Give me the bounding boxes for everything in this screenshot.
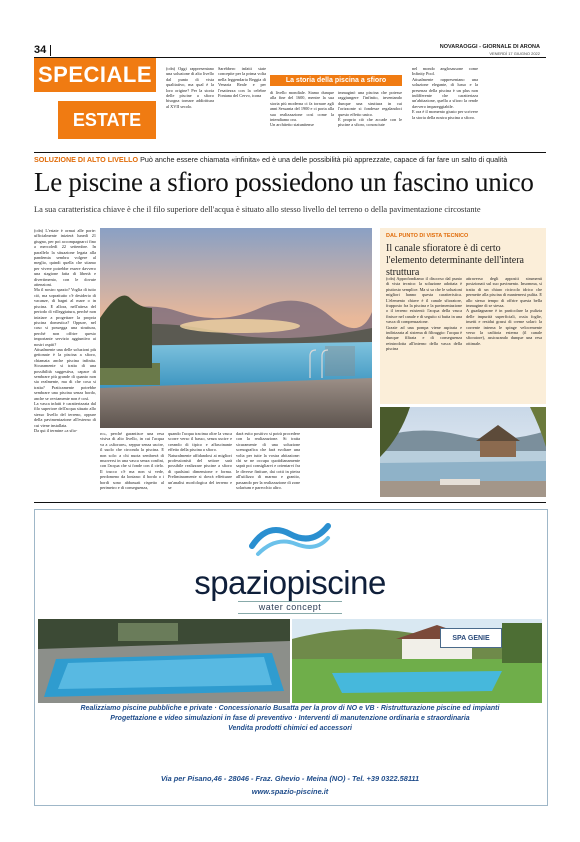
- ad-website-link[interactable]: www.spazio-piscine.it: [251, 787, 329, 796]
- tech-column-1: (cdn) Approfondiamo il discorso dal punto di vista tecnico: la soluzione adottata è piuttosto semplice. Ma si sa che le soluzioni migliori hanno questa caratteristica. L'elemento chiave è il canale sfioratore, frapposto fra la piscina e la pavimentazione o il terreno esistenti: l'acqua della vasca finisce nel canale e di seguito si butta in una vasca di compensazione. Grazie ad una pompa viene aspirata e indirizzata al sistema di filtraggio: l'acqua è dunque filtrata e di conseguenza reintrodotta all'interno della vasca della piscina: [386, 276, 462, 352]
- ad-tagline: water concept: [238, 601, 342, 614]
- article-column-2: ro», perché garantisce una resa visiva di alto livello, in cui l'acqua va a «sfiorare», seppur senza uscire, il suolo che circonda la piscina. E non solo: a chi nuota sembrerà di muoversi in una vasca senza confini, con l'acqua che si fonde con il cielo. Il trucco c'è ma non si vede, perdomeno da lontano: il bordo o i bordi sono abbassati rispetto al perimetro e di conseguenza,: [100, 431, 164, 491]
- article-column-1: (cdn) L'estate è ormai alle porte: ufficialmente inizierà lunedì 21 giugno, per poi accompagnarci fino a mercoledì 22 settembre. In parallelo la situazione legata alla pandemia sembra volgere al meglio, quindi quella che stiamo per vivere potrebbe essere davvero una stagione fatta di libertà e divertimento, con le dovute attenzioni. Ma il nostro spazio? Voglia di tutto ciò, ma soprattutto c'è desiderio di vacanze, di bagni al mare o in piscina. E allora, nell'attesa del periodo di villeggiatura, perché non iniziare a progettare la propria piscina domestica? Oppure, nel caso si possegga una struttura, perché non offrire questo importante servizio aggiuntivo ai nostri ospiti? Attualmente una delle soluzioni più gettonate è la piscina a sfioro, chiamata anche piscina infinita. Sicuramente si tratta di una possibilità suggestiva, capace di sembrare più grande di quanto non sia realmente, ma di che cosa si tratta? Praticamente potrebbe sembrare una piscina senza bordo, anche se ovviamente non è così. La vasca infatti è caratterizzata dal filo superiore dell'acqua situato allo stesso livello del terreno, oppure della pavimentazione all'esterno di cui viene installata. Da qui il termine «a sfio-: [34, 228, 96, 434]
- page-number: 34: [34, 44, 47, 56]
- lake-pool-photo: [380, 407, 546, 497]
- ad-brand-name: spaziopiscine: [194, 564, 386, 601]
- ad-service-line-2: Progettazione e video simulazioni in fase di preventivo · Interventi di manutenzione ordinaria e straordinaria: [110, 715, 470, 722]
- ad-villa-pool-photo: [292, 619, 542, 703]
- teaser-column-5: nel mondo anglosassone come Infinity Pool. Attualmente rappresentano una soluzione elegante, di lusso e la presenza della piscina è un plus non indifferente che caratterizza un'abitazione, quella a sfioro la rende davvero impareggiabile. E ora è il momento giusto per scrivere la storia della nostra piscina a sfioro.: [412, 66, 478, 120]
- publication-name: NOVARAOGGI - GIORNALE DI ARONA: [439, 44, 540, 50]
- article-kicker: [34, 155, 507, 164]
- ad-indoor-pool-photo: [38, 619, 290, 703]
- tech-headline: Il canale sfioratore è di certo l'elemento determinante dell'intera struttura: [386, 243, 524, 278]
- kicker-label: SOLUZIONE DI ALTO LIVELLO: [34, 155, 139, 164]
- ad-service-line-1: Realizziamo piscine pubbliche e private · Concessionario Busatta per la prov di NO e VB · Ristrutturazione piscine ed impianti: [80, 705, 500, 712]
- section-rule: [34, 152, 546, 153]
- spaziopiscine-wave-logo-icon: [248, 516, 332, 558]
- kicker-text: Può anche essere chiamata «infinita» ed è una delle possibilità più apprezzate, capace di far fare un salto di qualità: [140, 155, 508, 164]
- ad-rule: [34, 502, 546, 503]
- article-subhead: La sua caratteristica chiave è che il filo superiore dell'acqua è situato allo stesso livello del terreno o della pavimentazione circostante: [34, 205, 481, 214]
- spa-genie-logo: [440, 628, 502, 648]
- article-column-4: darà esito positivo si potrà procedere con la realizzazione. Si tratta sicuramente di una soluzione scenografica che farà svoltare una volta per tutte la vostra abitazione: chi se ne occupa quotidianamente saprà poi consigliarvi e orientarvi fra le diverse finiture, dai cotti in pietra all'utilizzo di marmo e granito, passando per la realizzazione di zone solarium e parecchio altro.: [236, 431, 300, 491]
- ad-services: [38, 704, 542, 734]
- tech-column-2: attraverso degli appositi strumenti posizionati sul suo pavimento. Insomma, si tratta di un chiaro ricircolo idrico che permette alla piscina di mantenersi pulita. E allo stesso tempo di offrire questa bella immagine di se stessa. A guadagnarne è in particolare la pulizia delle impurità superficiali, ossia foglie, insetti e residui grassi di creme solari: la corrente interna le spinge velocemente verso la caditoia esterna (il canale sfioratore), assicurando dunque una resa ottimale.: [466, 276, 542, 346]
- infinity-pool-photo: [100, 228, 372, 428]
- teaser-column-3: di livello mondiale. Siamo dunque alla fine del 1600, mentre la sua storia più moderna ci fa tornare agli anni Sessanta del 1900 e ci porta alla sua realizzazione così come la intendiamo ora. Un architetto statunitense: [270, 90, 334, 128]
- teaser-column-4: immaginò una piscina che potesse raggiungere l'infinito, inventando dunque una struttura in cui l'orizzonte si fondesse regalandoci questo effetto unico. È proprio ciò che accade con le piscine a sfioro, conosciute: [338, 90, 402, 128]
- article-column-3: quando l'acqua tracima oltre la vasca scorre verso il basso, senza uscire e creando di tipico e affascinante effetto della piscina a sfioro. Naturalmente affidandosi ai migliori professionisti del settore sarà possibile realizzare piscine a sfioro di qualsiasi dimensione e forma. Preliminarmente si dovrà effettuare un'analisi morfologica del terreno e se: [168, 431, 232, 491]
- ad-address: Via per Pisano,46 - 28046 - Fraz. Ghevio - Meina (NO) - Tel. +39 0322.58111: [160, 774, 420, 783]
- teaser-title: La storia della piscina a sfioro: [270, 75, 402, 86]
- teaser-column-1: (cdn) Oggi rappresentano una soluzione di alto livello dal punto di vista qualitativo, ma qual è la loro origine? Per la storia delle piscine a sfioro bisogna tornare addirittura al XVII secolo.: [166, 66, 214, 109]
- publication-date: VENERDÌ 17 GIUGNO 2022: [489, 51, 540, 56]
- ad-service-line-3: Vendita prodotti chimici ed accessori: [228, 725, 352, 732]
- header-divider: [50, 45, 51, 56]
- section-label-estate: ESTATE: [58, 101, 156, 139]
- tech-title: DAL PUNTO DI VISTA TECNICO: [386, 233, 469, 239]
- teaser-column-2: Sarebbero infatti state concepite per la prima volta nella leggendaria Reggia di Venaria Reale e per l'esattezza con la celebre Fontana del Cervo, icona: [218, 66, 266, 99]
- section-label-speciale: SPECIALE: [34, 58, 156, 92]
- article-headline: Le piscine a sfioro possiedono un fascino unico: [34, 167, 534, 197]
- spa-genie-logo-text: SPA GENIE: [452, 634, 490, 642]
